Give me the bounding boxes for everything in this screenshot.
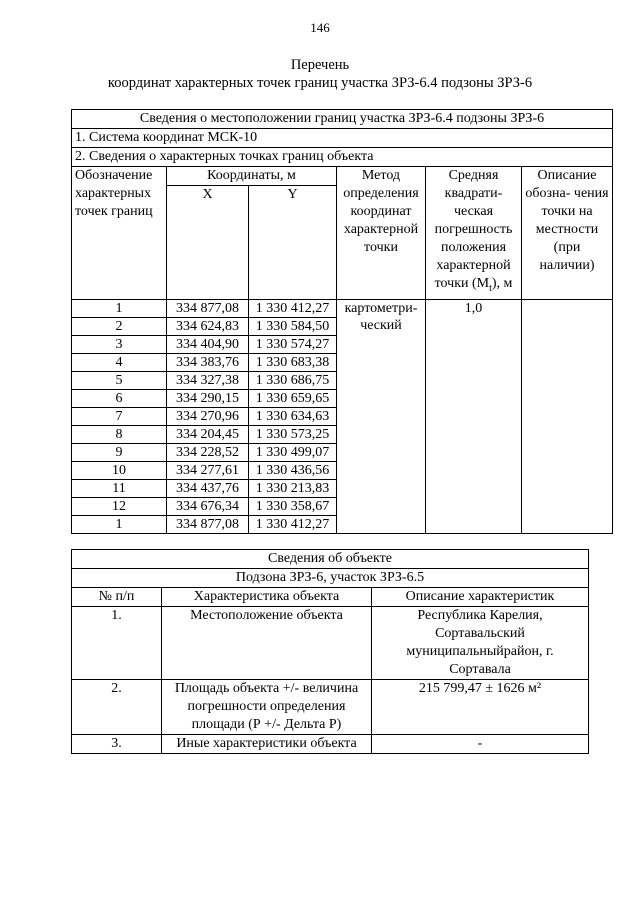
point-y: 1 330 412,27 [249, 300, 337, 318]
table-row [72, 735, 589, 754]
page-number: 146 [310, 20, 330, 35]
row-characteristic: Площадь объекта +/- величина погрешности определения площади (Р +/- Дельта Р) [162, 680, 372, 735]
point-x: 334 277,61 [167, 462, 249, 480]
col-header-characteristic: Характеристика объекта [162, 588, 372, 607]
point-y: 1 330 683,38 [249, 354, 337, 372]
row-num: 3. [72, 735, 162, 754]
point-x: 334 877,08 [167, 300, 249, 318]
point-x: 334 383,76 [167, 354, 249, 372]
point-x: 334 877,08 [167, 516, 249, 534]
point-number: 6 [72, 390, 167, 408]
point-y: 1 330 584,50 [249, 318, 337, 336]
object-info-header: Сведения об объекте [72, 550, 589, 569]
row-num: 1. [72, 607, 162, 680]
col-header-y: Y [249, 186, 337, 300]
point-y: 1 330 412,27 [249, 516, 337, 534]
point-x: 334 228,52 [167, 444, 249, 462]
point-x: 334 624,83 [167, 318, 249, 336]
point-x: 334 404,90 [167, 336, 249, 354]
point-number: 5 [72, 372, 167, 390]
coordinates-table [71, 109, 613, 534]
row-description: - [372, 735, 589, 754]
page-title [0, 56, 640, 92]
title-line-2: координат характерных точек границ участка ЗРЗ-6.4 подзоны ЗРЗ-6 [107, 75, 533, 91]
point-y: 1 330 358,67 [249, 498, 337, 516]
row-description: Республика Карелия, Сортавальский муниципальныйрайон, г. Сортавала [372, 607, 589, 680]
table-row [72, 300, 613, 318]
col-header-num: № п/п [72, 588, 162, 607]
point-y: 1 330 634,63 [249, 408, 337, 426]
col-header-error-text: Средняя квадрати- ческая погрешность положения характерной точки (M [434, 168, 513, 291]
point-number: 1 [72, 516, 167, 534]
point-x: 334 327,38 [167, 372, 249, 390]
col-header-coords: Координаты, м [167, 167, 337, 186]
point-number: 8 [72, 426, 167, 444]
row-description: 215 799,47 ± 1626 м² [372, 680, 589, 735]
table-row [72, 607, 589, 680]
method-cell: картометри- ческий [337, 300, 426, 534]
description-cell [522, 300, 613, 534]
row-characteristic: Иные характеристики объекта [162, 735, 372, 754]
object-info-subheader: Подзона ЗРЗ-6, участок ЗРЗ-6.5 [72, 569, 589, 588]
coordinates-table-header: Сведения о местоположении границ участка ЗРЗ-6.4 подзоны ЗРЗ-6 [72, 110, 613, 129]
point-number: 10 [72, 462, 167, 480]
point-x: 334 290,15 [167, 390, 249, 408]
point-number: 12 [72, 498, 167, 516]
col-header-desc: Описание обозна- чения точки на местности (при наличии) [522, 167, 613, 300]
table-row [72, 680, 589, 735]
object-info-table [71, 549, 589, 754]
coordinate-system-row: 1. Система координат МСК-10 [72, 129, 613, 148]
point-number: 3 [72, 336, 167, 354]
point-y: 1 330 686,75 [249, 372, 337, 390]
row-characteristic: Местоположение объекта [162, 607, 372, 680]
point-number: 2 [72, 318, 167, 336]
point-y: 1 330 573,25 [249, 426, 337, 444]
point-number: 1 [72, 300, 167, 318]
point-x: 334 204,45 [167, 426, 249, 444]
point-x: 334 437,76 [167, 480, 249, 498]
point-y: 1 330 436,56 [249, 462, 337, 480]
col-header-description: Описание характеристик [372, 588, 589, 607]
col-header-error-sub: t [489, 282, 492, 294]
col-header-error [426, 167, 522, 300]
title-line-1: Перечень [290, 57, 350, 73]
points-info-row: 2. Сведения о характерных точках границ объекта [72, 148, 613, 167]
point-y: 1 330 659,65 [249, 390, 337, 408]
col-header-method: Метод определения координат характерной точки [337, 167, 426, 300]
error-cell: 1,0 [426, 300, 522, 534]
point-x: 334 270,96 [167, 408, 249, 426]
point-number: 4 [72, 354, 167, 372]
point-y: 1 330 499,07 [249, 444, 337, 462]
row-num: 2. [72, 680, 162, 735]
point-y: 1 330 213,83 [249, 480, 337, 498]
point-number: 7 [72, 408, 167, 426]
col-header-x: X [167, 186, 249, 300]
point-x: 334 676,34 [167, 498, 249, 516]
point-y: 1 330 574,27 [249, 336, 337, 354]
col-header-error-tail: ), м [491, 276, 513, 291]
point-number: 9 [72, 444, 167, 462]
col-header-point: Обозначение характерных точек границ [72, 167, 167, 300]
point-number: 11 [72, 480, 167, 498]
